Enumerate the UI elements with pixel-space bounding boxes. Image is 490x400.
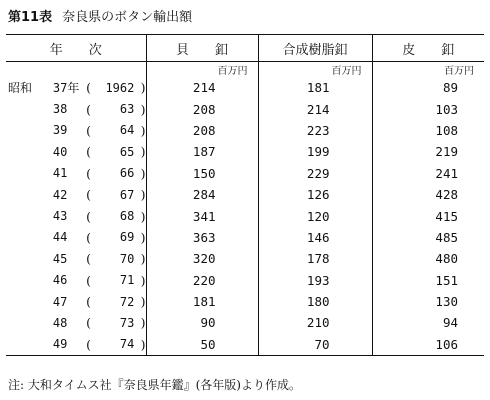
year-suffix: 年 [67,81,80,96]
header-shell-button: 貝 釦 [146,35,258,62]
showa-year: 37 [52,80,68,95]
open-paren: ( [86,122,92,138]
year-cell [6,98,146,119]
leather-value: 480 [372,248,484,269]
header-row [6,35,484,62]
table-row [6,227,484,248]
western-year: 70 [119,251,135,266]
unit-row [6,62,484,78]
table-title [8,6,192,25]
open-paren: ( [86,229,92,245]
year-cell [6,291,146,312]
resin-value: 193 [258,270,372,291]
table-row [6,120,484,141]
open-paren: ( [86,80,92,96]
year-cell [6,163,146,184]
showa-year: 43 [52,209,68,224]
showa-year: 47 [52,294,68,309]
unit-label-shell: 百万円 [146,62,258,78]
leather-value: 151 [372,270,484,291]
showa-year: 49 [52,337,68,352]
close-paren: ) [140,251,146,267]
open-paren: ( [86,187,92,203]
leather-value: 241 [372,163,484,184]
shell-value: 187 [146,141,258,162]
shell-value: 214 [146,77,258,98]
open-paren: ( [86,208,92,224]
leather-value: 94 [372,312,484,333]
header-year: 年 次 [6,35,146,62]
leather-value: 130 [372,291,484,312]
year-cell [6,334,146,356]
close-paren: ) [140,80,146,96]
resin-value: 178 [258,248,372,269]
year-cell [6,227,146,248]
resin-value: 199 [258,141,372,162]
resin-value: 181 [258,77,372,98]
year-cell [6,270,146,291]
western-year: 74 [119,337,135,352]
showa-year: 39 [52,123,68,138]
year-cell [6,141,146,162]
shell-value: 208 [146,98,258,119]
shell-value: 220 [146,270,258,291]
shell-value: 208 [146,120,258,141]
year-cell [6,312,146,333]
resin-value: 180 [258,291,372,312]
shell-value: 341 [146,205,258,226]
showa-year: 45 [52,251,68,266]
shell-value: 150 [146,163,258,184]
header-resin-button: 合成樹脂釦 [258,35,372,62]
close-paren: ) [140,272,146,288]
open-paren: ( [86,336,92,352]
header-leather-button: 皮 釦 [372,35,484,62]
unit-label-leather: 百万円 [372,62,484,78]
year-cell [6,205,146,226]
leather-value: 103 [372,98,484,119]
unit-label-resin: 百万円 [258,62,372,78]
resin-value: 126 [258,184,372,205]
leather-value: 89 [372,77,484,98]
source-note: 注: 大和タイムス社『奈良県年鑑』(各年版)より作成。 [8,378,301,392]
shell-value: 363 [146,227,258,248]
western-year: 66 [119,166,135,181]
open-paren: ( [86,165,92,181]
table-number: 第11表 [8,10,53,25]
table-row [6,312,484,333]
leather-value: 106 [372,334,484,356]
table-row [6,205,484,226]
table-row [6,163,484,184]
close-paren: ) [140,208,146,224]
close-paren: ) [140,101,146,117]
showa-year: 40 [52,144,68,159]
table-row [6,291,484,312]
resin-value: 70 [258,334,372,356]
table-row [6,334,484,356]
shell-value: 284 [146,184,258,205]
shell-value: 320 [146,248,258,269]
table-row [6,141,484,162]
table-row [6,184,484,205]
showa-year: 46 [52,273,68,288]
western-year: 63 [119,102,135,117]
close-paren: ) [140,122,146,138]
close-paren: ) [140,336,146,352]
resin-value: 210 [258,312,372,333]
showa-year: 42 [52,187,68,202]
table-row [6,270,484,291]
shell-value: 90 [146,312,258,333]
western-year: 67 [119,187,135,202]
resin-value: 146 [258,227,372,248]
western-year: 64 [119,123,135,138]
year-cell [6,184,146,205]
shell-value: 181 [146,291,258,312]
table-row [6,77,484,98]
open-paren: ( [86,315,92,331]
showa-year: 44 [52,230,68,245]
close-paren: ) [140,294,146,310]
open-paren: ( [86,272,92,288]
open-paren: ( [86,294,92,310]
year-cell [6,248,146,269]
close-paren: ) [140,315,146,331]
leather-value: 415 [372,205,484,226]
showa-year: 41 [52,166,68,181]
close-paren: ) [140,165,146,181]
western-year: 69 [119,230,135,245]
era-label: 昭和 [8,81,33,96]
resin-value: 229 [258,163,372,184]
western-year: 72 [119,294,135,309]
leather-value: 428 [372,184,484,205]
resin-value: 223 [258,120,372,141]
open-paren: ( [86,144,92,160]
year-cell [6,77,146,98]
open-paren: ( [86,251,92,267]
leather-value: 219 [372,141,484,162]
leather-value: 108 [372,120,484,141]
resin-value: 120 [258,205,372,226]
open-paren: ( [86,101,92,117]
leather-value: 485 [372,227,484,248]
western-year: 1962 [105,80,135,95]
table-row [6,98,484,119]
western-year: 73 [119,315,135,330]
showa-year: 38 [52,102,68,117]
close-paren: ) [140,229,146,245]
western-year: 71 [119,273,135,288]
resin-value: 214 [258,98,372,119]
close-paren: ) [140,187,146,203]
close-paren: ) [140,144,146,160]
western-year: 65 [119,144,135,159]
year-cell [6,120,146,141]
western-year: 68 [119,209,135,224]
shell-value: 50 [146,334,258,356]
showa-year: 48 [52,315,68,330]
table-row [6,248,484,269]
export-table [6,34,484,356]
table-caption: 奈良県のボタン輸出額 [62,10,193,25]
